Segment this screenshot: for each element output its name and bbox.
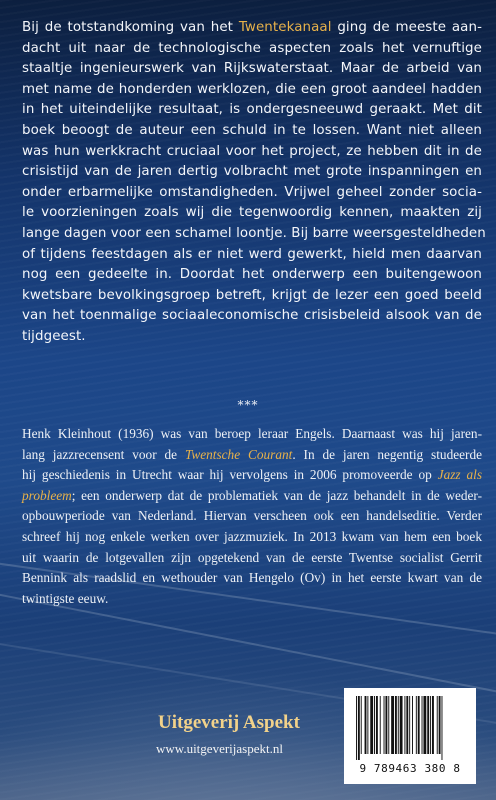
bio-text-run: opbouwperiode van Nederland. Hiervan verscheen ook een handelseditie. Verder — [22, 508, 482, 524]
bio-text-run: Bennink als raadslid en wethouder van Hengelo (Ov) in het eerste kwart van de — [22, 570, 482, 586]
bio-line — [22, 486, 482, 507]
blurb-line — [22, 162, 482, 183]
blurb-text-run: met name de honderden werklozen, die een groot aandeel hadden — [22, 81, 482, 97]
blurb-line — [22, 80, 482, 101]
barcode-bar — [422, 696, 423, 754]
barcode-bar — [374, 696, 375, 754]
barcode-bar — [395, 696, 397, 754]
blurb-line — [22, 142, 482, 163]
barcode-bar — [439, 696, 441, 754]
barcode-bar — [398, 696, 399, 754]
barcode-bar — [361, 696, 362, 754]
barcode-bar — [376, 696, 378, 754]
author-bio — [22, 424, 482, 609]
blurb-text-run: ging de meeste aan- — [331, 20, 483, 35]
barcode-bar — [432, 696, 434, 754]
bio-text-run: Henk Kleinhout (1936) was van beroep leraar Engels. Daarnaast was hij jaren- — [22, 426, 482, 441]
barcode-bar — [423, 696, 426, 754]
blurb-line — [22, 245, 482, 266]
barcode-bar — [404, 696, 405, 754]
barcode-bar — [370, 696, 373, 754]
barcode-bar — [427, 696, 429, 754]
blurb-text-run: crisistijd van de jaren dertig volbracht met grote inspanningen en — [22, 164, 482, 180]
italic-title: probleem — [22, 487, 72, 503]
barcode-bar — [380, 696, 381, 754]
blurb-text-run: of tijdens feestdagen als er niet werd gewerkt, hield men daarvan — [22, 246, 482, 262]
barcode-bar — [418, 696, 420, 754]
barcode-bars — [354, 696, 466, 760]
bio-text-run: uit waarin de lotgevallen zijn opgetekend van de eerste Twentse socialist Gerrit — [22, 549, 482, 565]
publisher-name: Uitgeverij Aspekt — [158, 712, 300, 733]
blurb-line — [22, 203, 482, 224]
bio-line — [22, 465, 482, 486]
bio-line — [22, 424, 482, 445]
blurb-line — [22, 327, 482, 348]
bio-line — [22, 548, 482, 569]
blurb-text-run: Bij de totstandkoming van het — [22, 20, 239, 35]
barcode-bar — [365, 696, 367, 754]
barcode-bar — [416, 696, 417, 754]
blurb-line — [22, 18, 482, 39]
blurb-line — [22, 286, 482, 307]
blurb-line — [22, 121, 482, 142]
barcode-bar — [391, 696, 394, 754]
blurb-text-run: van het toenmalige sociaaleconomische crisisbeleid alsook van de — [22, 308, 482, 324]
barcode-bar — [358, 696, 360, 760]
bio-line — [22, 589, 482, 610]
blurb-line — [22, 306, 482, 327]
bio-text-run: hij geschiedenis in Utrecht waar hij vervolgens in 2006 promoveerde op — [22, 467, 438, 483]
italic-title: Jazz als — [437, 467, 482, 483]
bio-text-run: . In de jaren negentig studeerde — [292, 446, 482, 462]
blurb-line — [22, 183, 482, 204]
barcode-bar — [437, 696, 438, 754]
blurb-text-run: in het uiteindelijke resultaat, is ondergesneeuwd geraakt. Met dit — [22, 102, 482, 118]
bio-text-run: lang jazzrecensent voor de — [22, 446, 185, 462]
blurb-text-run: tijdgeest. — [22, 328, 86, 344]
blurb-text-run: staaltje ingenieurswerk van Rijkswaterstaat. Maar de arbeid van — [22, 61, 482, 77]
blurb-text-run: lange dagen voor een schamel loontje. Bij barre weersgesteldheden — [22, 225, 486, 241]
blurb-line — [22, 265, 482, 286]
blurb-text-run: kwetsbare bevolkingsgroep betreft, krijgt de lezer een goed beeld — [22, 287, 482, 303]
blurb-line — [22, 100, 482, 121]
blurb-text-run: nog een gedeelte in. Doordat het onderwerp een buitengewoon — [22, 267, 482, 283]
barcode-bar — [409, 696, 410, 754]
bio-text-run: schreef hij nog enkele werken over jazzmuziek. In 2013 kwam van hem een boek — [22, 528, 482, 544]
barcode-bar — [442, 696, 443, 760]
publisher-website: www.uitgeverijaspekt.nl — [156, 741, 283, 756]
barcode-bar — [412, 696, 413, 754]
barcode-bar — [385, 696, 387, 754]
blurb-line — [22, 39, 482, 60]
barcode-bar — [388, 696, 389, 754]
barcode-bar — [356, 696, 357, 760]
isbn-barcode — [344, 688, 476, 784]
bio-line — [22, 527, 482, 548]
barcode-bar — [400, 696, 403, 754]
barcode-bar — [367, 696, 368, 754]
barcode-bar — [406, 696, 408, 754]
blurb-line — [22, 59, 482, 80]
isbn-number: 9 789463 380 8 — [359, 762, 461, 775]
bio-line — [22, 506, 482, 527]
barcode-bar — [430, 696, 431, 754]
blurb-text-run: onder erbarmelijke omstandigheden. Vrijwel geheel zonder socia- — [22, 184, 482, 200]
bio-line — [22, 568, 482, 589]
barcode-bar — [384, 696, 385, 754]
bio-text-run: twintigste eeuw. — [22, 590, 109, 606]
italic-title: Twentsche Courant — [184, 446, 293, 462]
bio-text-run: ; een onderwerp dat de problematiek van de jazz behandelt in de weder- — [71, 487, 482, 503]
blurb-line — [22, 224, 486, 245]
blurb-text-run: le voorzieningen zoals wij die tegenwoordig kennen, maakten zij — [22, 205, 482, 221]
bio-line — [22, 445, 482, 466]
section-separator: *** — [237, 398, 259, 412]
blurb-text-run: dacht uit naar de technologische aspecten zoals het vernuftige — [22, 40, 482, 56]
canal-name: Twentekanaal — [238, 20, 332, 35]
blurb-text — [22, 18, 486, 348]
blurb-text-run: boek beoogt de auteur een schuld in te lossen. Want niet alleen — [22, 122, 482, 138]
blurb-text-run: was hun werkkracht cruciaal voor het project, ze hebben dit in de — [22, 143, 482, 159]
